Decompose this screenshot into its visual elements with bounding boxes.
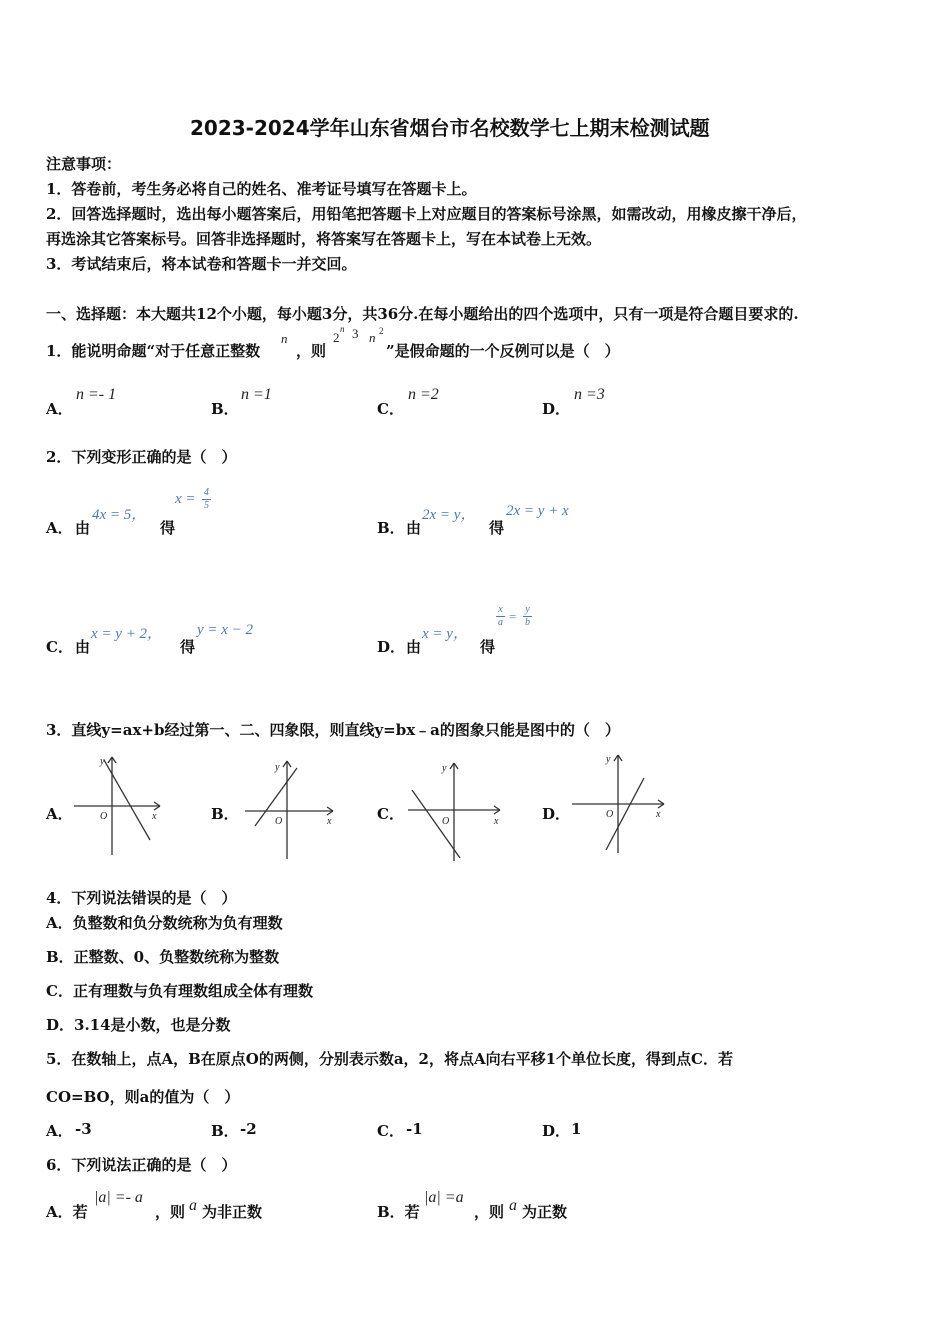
q2-option-b-label[interactable]: B． <box>377 519 405 537</box>
q6-b-math: |a| =a <box>424 1189 464 1206</box>
notice-item: 1．答卷前，考生务必将自己的姓名、准考证号填写在答题卡上。 <box>46 180 477 198</box>
q5-stem-1: 5．在数轴上，点A，B在原点O的两侧，分别表示数a，2，将点A向右平移1个单位长度，得到点C．若 <box>46 1050 733 1068</box>
q1-stem-c: ”是假命题的一个反例可以是（ ） <box>386 342 620 360</box>
q1-option-b-label[interactable]: B． <box>211 400 239 418</box>
q5-option-a: -3 <box>75 1120 92 1138</box>
q5-option-c-label[interactable]: C． <box>377 1122 404 1140</box>
q1-option-b: n =1 <box>241 386 272 403</box>
q2-d-n1: x <box>498 604 503 615</box>
q2-d-m1: x = y， <box>422 626 468 642</box>
q6-stem: 6．下列说法正确的是（ ） <box>46 1156 237 1174</box>
y-axis-label: y <box>100 756 105 767</box>
origin-label: O <box>275 816 283 827</box>
q2-d-you: 由 <box>406 638 422 656</box>
q6-a-mid: ，则 <box>155 1203 186 1221</box>
q2-option-c-label[interactable]: C． <box>46 638 73 656</box>
q1-option-c: n =2 <box>408 386 439 403</box>
q2-c-m2: y = x − 2 <box>197 622 254 638</box>
q5-option-c: -1 <box>406 1120 423 1138</box>
q2-c-de: 得 <box>180 638 196 656</box>
q2-c-you: 由 <box>75 638 91 656</box>
x-axis-label: x <box>327 816 332 827</box>
q2-d-de: 得 <box>480 638 496 656</box>
q2-b-m2: 2x = y + x <box>506 503 569 519</box>
q3-graph-b[interactable] <box>243 756 338 861</box>
q3-option-d-label[interactable]: D． <box>542 805 571 823</box>
origin-label: O <box>442 816 450 827</box>
q2-a-fraction <box>202 488 211 511</box>
q6-a-math: |a| =- a <box>94 1189 143 1206</box>
q1-option-d: n =3 <box>574 386 605 403</box>
section-heading: 一、选择题：本大题共12个小题，每小题3分，共36分.在每小题给出的四个选项中，只有一项是符合题目要求的. <box>46 305 799 323</box>
q5-stem-2: CO=BO，则a的值为（ ） <box>46 1088 240 1106</box>
x-axis-label: x <box>494 816 499 827</box>
q6-b-var: a <box>509 1197 517 1214</box>
q2-a-you: 由 <box>75 519 91 537</box>
q2-option-a-label[interactable]: A． <box>46 519 73 537</box>
q2-d-eq: = <box>509 609 517 624</box>
x-axis-label: x <box>152 811 157 822</box>
q2-d-n2: y <box>525 604 530 615</box>
q2-b-you: 由 <box>406 519 422 537</box>
q3-option-c-label[interactable]: C． <box>377 805 404 823</box>
q2-d-fraction-1 <box>496 605 505 628</box>
origin-label: O <box>100 811 108 822</box>
q3-graph-a[interactable] <box>70 752 165 857</box>
q4-option-c[interactable]: C．正有理数与负有理数组成全体有理数 <box>46 982 313 1000</box>
q1-expr-n: n <box>369 330 376 345</box>
q1-stem-b: ，则 <box>296 342 327 360</box>
q5-option-d-label[interactable]: D． <box>542 1122 571 1140</box>
q2-b-de: 得 <box>489 519 505 537</box>
y-axis-label: y <box>606 754 611 765</box>
function-line <box>104 760 150 840</box>
q6-b-mid: ，则 <box>474 1203 505 1221</box>
q2-a-den: 5 <box>204 500 209 511</box>
q1-expr-exp: n <box>340 324 345 334</box>
q5-option-a-label[interactable]: A． <box>46 1122 73 1140</box>
notice-item: 2．回答选择题时，选出每小题答案后，用铅笔把答题卡上对应题目的答案标号涂黑，如需改动，用橡皮擦干净后， <box>46 205 807 223</box>
q2-a-num: 4 <box>204 487 209 498</box>
q3-graph-c[interactable] <box>406 758 504 863</box>
q1-expr-3: 3 <box>352 326 359 341</box>
q4-option-d[interactable]: D．3.14是小数，也是分数 <box>46 1016 231 1034</box>
function-line <box>412 790 460 858</box>
q2-c-m1: x = y + 2， <box>91 626 163 642</box>
q6-a-var: a <box>189 1197 197 1214</box>
q1-stem-a: 1．能说明命题“对于任意正整数 <box>46 342 261 360</box>
q5-option-b: -2 <box>240 1120 257 1138</box>
q1-expr-base: 2 <box>333 330 340 345</box>
q1-option-a-label[interactable]: A． <box>46 400 73 418</box>
q4-stem: 4．下列说法错误的是（ ） <box>46 889 237 907</box>
q2-d-d2: b <box>525 617 530 628</box>
q6-option-b-label[interactable]: B．若 <box>377 1203 420 1221</box>
origin-label: O <box>606 809 614 820</box>
q1-expr-sq: 2 <box>379 326 384 336</box>
q4-option-a[interactable]: A．负整数和负分数统称为负有理数 <box>46 914 283 932</box>
q2-d-d1: a <box>498 617 503 628</box>
q1-option-a: n =- 1 <box>76 386 117 403</box>
q1-option-d-label[interactable]: D． <box>542 400 571 418</box>
y-axis-label: y <box>442 763 447 774</box>
q2-a-m1: 4x = 5， <box>92 507 147 523</box>
q5-option-b-label[interactable]: B． <box>211 1122 239 1140</box>
notice-item: 再选涂其它答案标号。回答非选择题时，将答案写在答题卡上，写在本试卷上无效。 <box>46 230 602 248</box>
q5-option-d: 1 <box>571 1120 582 1138</box>
notice-heading: 注意事项： <box>46 155 122 173</box>
q2-option-d-label[interactable]: D． <box>377 638 406 656</box>
q4-option-b[interactable]: B．正整数、0、负整数统称为整数 <box>46 948 280 966</box>
q3-option-a-label[interactable]: A． <box>46 805 73 823</box>
q6-b-tail: 为正数 <box>522 1203 568 1221</box>
y-axis-label: y <box>275 762 280 773</box>
q2-d-fraction-2 <box>523 605 532 628</box>
q2-stem: 2．下列变形正确的是（ ） <box>46 448 237 466</box>
notice-item: 3．考试结束后，将本试卷和答题卡一并交回。 <box>46 255 357 273</box>
q3-stem: 3．直线y=ax+b经过第一、二、四象限，则直线y=bx﹣a的图象只能是图中的（ ） <box>46 721 620 739</box>
q3-graph-d[interactable] <box>570 750 668 855</box>
x-axis-label: x <box>656 809 661 820</box>
q1-n: n <box>281 331 288 346</box>
q2-a-de: 得 <box>160 519 176 537</box>
q1-option-c-label[interactable]: C． <box>377 400 404 418</box>
q2-a-m2x: x = <box>175 491 196 507</box>
q6-option-a-label[interactable]: A．若 <box>46 1203 88 1221</box>
q3-option-b-label[interactable]: B． <box>211 805 239 823</box>
q6-a-tail: 为非正数 <box>202 1203 263 1221</box>
page-title: 2023-2024学年山东省烟台市名校数学七上期末检测试题 <box>190 116 710 140</box>
q2-b-m1: 2x = y， <box>422 507 476 523</box>
